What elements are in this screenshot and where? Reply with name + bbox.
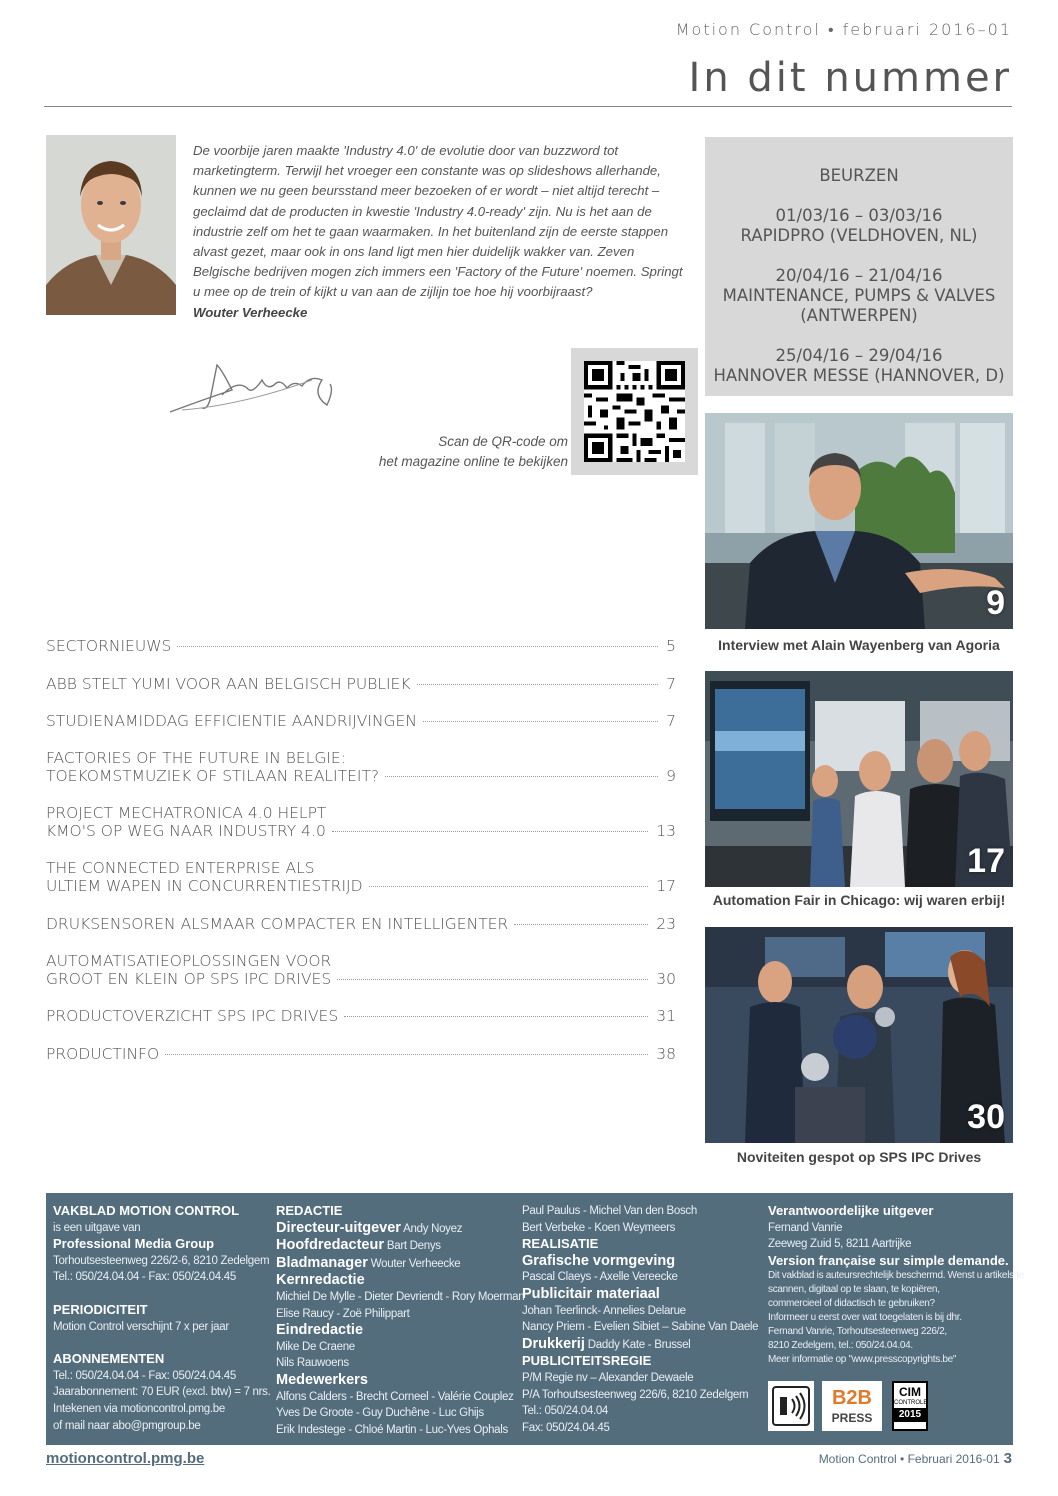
colophon-text: Bert Verbeke - Koen Weymeers [522, 1221, 676, 1234]
editorial-author: Wouter Verheecke [193, 304, 308, 320]
colophon-text: P/A Torhoutsesteenweg 226/6, 8210 Zedelgem [522, 1388, 749, 1401]
colophon-text: Torhoutsesteenweg 226/2-6, 8210 Zedelgem [53, 1254, 270, 1267]
toc-page: 31 [656, 1007, 676, 1025]
colophon-text: is een uitgave van [53, 1221, 141, 1234]
toc-leader [417, 684, 659, 685]
editorial-text: De voorbije jaren maakte 'Industry 4.0' de evolutie door van buzzword tot marketingterm. Terwijl het vroeger een constante was op slideshows allerhande, kunnen we nu geen beursstand meer bezoeken of er wordt – niet altijd terecht – geclaimd dat de producten in kwestie 'Industry 4.0-ready' zijn. Nu is het aan de industrie zelf om het te gaan waarmaken. In het buitenland zijn de eerste stappen alvast gezet, maar ook in ons land ligt men hier duidelijk wakker van. Zeven Belgische bedrijven mogen zich immers een 'Factory of the Future' noemen. Springt u mee op de trein of kijkt u van aan de zijlijn toe hoe hij voorbijraast? [193, 143, 683, 300]
toc-leader [177, 646, 658, 647]
b2b-press-logo [822, 1381, 882, 1431]
colophon-role: Bladmanager [276, 1254, 368, 1271]
toc-title: AUTOMATISATIEOPLOSSINGEN VOOR [46, 952, 332, 970]
fair-dates: 25/04/16 – 29/04/16 [775, 346, 943, 365]
colophon-role: Publicitair materiaal [522, 1285, 660, 1302]
photo-sps-ipc-drives[interactable] [705, 927, 1013, 1143]
fair-name: HANNOVER MESSE (HANNOVER, D) [713, 366, 1005, 385]
toc-title-continued: KMO'S OP WEG NAAR INDUSTRY 4.0 [46, 822, 326, 840]
page-footer [819, 1450, 1012, 1467]
fairs-box [705, 137, 1013, 396]
colophon-text: 8210 Zedelgem, tel.: 050/24.04.04. [768, 1340, 913, 1352]
colophon-role: Drukkerij [522, 1335, 585, 1352]
toc-title: PROJECT MECHATRONICA 4.0 HELPT [46, 804, 327, 822]
fair-item [705, 266, 1013, 326]
page-title: In dit nummer [688, 55, 1012, 101]
cim-logo-year: 2015 [894, 1408, 926, 1422]
page-number: 3 [1003, 1450, 1012, 1467]
toc-entry[interactable] [46, 915, 676, 933]
toc-entry[interactable] [46, 712, 676, 730]
colophon-heading: PUBLICITEITSREGIE [522, 1353, 652, 1369]
toc-title: PRODUCTOVERZICHT SPS IPC DRIVES [46, 1007, 339, 1025]
colophon-text: Nils Rauwoens [276, 1357, 349, 1370]
colophon-col-editorial [276, 1203, 525, 1438]
colophon-col-production [522, 1203, 762, 1436]
colophon-role: Kernredactie [276, 1272, 365, 1289]
colophon-text: Paul Paulus - Michel Van den Bosch [522, 1205, 697, 1217]
header-rule [44, 106, 1012, 107]
fair-dates: 20/04/16 – 21/04/16 [775, 266, 943, 285]
publication-line: Motion Control • februari 2016–01 [675, 20, 1012, 39]
colophon-text: Motion Control verschijnt 7 x per jaar [53, 1320, 229, 1333]
colophon-heading: REDACTIE [276, 1203, 343, 1218]
colophon-col-publisher [53, 1203, 273, 1434]
colophon-text: Daddy Kate - Brussel [587, 1338, 691, 1351]
photo-page-number: 17 [967, 842, 1005, 880]
colophon-text: Informeer u eerst over wat toegelaten is bij dhr. [768, 1312, 962, 1324]
toc-title-continued: GROOT EN KLEIN OP SPS IPC DRIVES [46, 970, 332, 988]
toc-leader [332, 831, 648, 832]
toc-leader [337, 979, 648, 980]
colophon-text: Bart Denys [386, 1240, 441, 1253]
editor-portrait [46, 135, 176, 315]
toc-entry[interactable] [46, 952, 676, 988]
b2b-press-logo-mark: B2B [831, 1387, 872, 1409]
colophon-text: Professional Media Group [53, 1236, 215, 1252]
toc-leader [514, 924, 648, 925]
editorial [193, 141, 683, 323]
colophon-col-responsible [768, 1203, 1025, 1367]
colophon-text: Wouter Verheecke [370, 1257, 461, 1270]
toc-entry[interactable] [46, 637, 676, 655]
colophon-text: Fernand Vanrie [768, 1221, 843, 1234]
photo-interview[interactable] [705, 413, 1013, 629]
colophon-text: Dit vakblad is auteursrechtelijk beschermd. Wenst u artikels te [768, 1270, 1025, 1282]
colophon-text: Tel.: 050/24.04.04 [522, 1405, 609, 1418]
colophon-text: Mike De Craene [276, 1340, 355, 1353]
toc-entry[interactable] [46, 749, 676, 785]
colophon-heading: Version française sur simple demande. [768, 1252, 1009, 1268]
colophon-role: Hoofdredacteur [276, 1237, 384, 1254]
colophon-text: Nancy Priem - Evelien Sibiet – Sabine Van Daele [522, 1321, 759, 1334]
colophon-text: Tel.: 050/24.04.04 - Fax: 050/24.04.45 [53, 1369, 236, 1382]
colophon-text: Erik Indestege - Chloé Martin - Luc-Yves Ophals [276, 1423, 508, 1436]
photo-caption: Interview met Alain Wayenberg van Agoria [718, 637, 1000, 653]
colophon-text: of mail naar abo@pmgroup.be [53, 1419, 201, 1432]
colophon-text: commercieel of didactisch te gebruiken? [768, 1298, 935, 1310]
toc-leader [165, 1054, 648, 1055]
toc-entry[interactable] [46, 859, 676, 895]
colophon-text: Meer informatie op "www.presscopyrights.be" [768, 1354, 957, 1366]
certification-logos [768, 1381, 963, 1433]
colophon-text: Intekenen via motioncontrol.pmg.be [53, 1402, 225, 1415]
toc-title: PRODUCTINFO [46, 1045, 160, 1063]
colophon-heading: PERIODICITEIT [53, 1301, 148, 1317]
colophon-text: Tel.: 050/24.04.04 - Fax: 050/24.04.45 [53, 1271, 236, 1284]
qr-caption-line2: het magazine online te bekijken [378, 454, 568, 469]
photo-caption: Noviteiten gespot op SPS IPC Drives [736, 1149, 982, 1165]
fair-item [705, 346, 1013, 386]
b2b-press-logo-word: PRESS [831, 1411, 873, 1425]
toc-entry[interactable] [46, 675, 676, 693]
qr-caption-line1: Scan de QR-code om [438, 434, 568, 449]
page-footer-label: Motion Control • Februari 2016-01 [818, 1452, 1000, 1466]
colophon-text: Michiel De Mylle - Dieter Devriendt - Rory Moerman [276, 1290, 525, 1303]
photo-page-number: 9 [986, 584, 1005, 622]
toc-page: 17 [656, 877, 676, 895]
toc-title: SECTORNIEUWS [46, 637, 172, 655]
toc-title-continued: TOEKOMSTMUZIEK OF STILAAN REALITEIT? [46, 767, 380, 785]
toc-leader [385, 776, 658, 777]
fair-name: MAINTENANCE, PUMPS & VALVES [722, 286, 996, 305]
colophon-role: Directeur-uitgever [276, 1219, 401, 1236]
qr-code[interactable] [571, 348, 698, 475]
fair-name-continued: (ANTWERPEN) [800, 306, 918, 325]
colophon-heading: ABONNEMENTEN [53, 1351, 165, 1367]
colophon-role: Medewerkers [276, 1371, 368, 1388]
toc-title-continued: ULTIEM WAPEN IN CONCURRENTIESTRIJD [46, 877, 363, 895]
colophon-text: Andy Noyez [403, 1222, 463, 1235]
toc-title: ABB STELT YUMI VOOR AAN BELGISCH PUBLIEK [46, 675, 411, 693]
colophon-text: Johan Teerlinck- Annelies Delarue [522, 1304, 686, 1317]
toc-page: 9 [666, 767, 676, 785]
toc-entry[interactable] [46, 1045, 676, 1063]
colophon-text: Zeeweg Zuid 5, 8211 Aartrijke [768, 1238, 912, 1251]
colophon-text: Fax: 050/24.04.45 [522, 1421, 610, 1434]
toc-leader [344, 1016, 648, 1017]
colophon-text: Elise Raucy - Zoë Philippart [276, 1307, 410, 1320]
colophon-role: Eindredactie [276, 1322, 364, 1339]
colophon [46, 1193, 1025, 1445]
fair-item [705, 206, 1013, 246]
photo-page-number: 30 [967, 1098, 1005, 1136]
photo-automation-fair[interactable] [705, 671, 1013, 887]
colophon-text: Jaarabonnement: 70 EUR (excl. btw) = 7 nrs. [53, 1386, 271, 1399]
fairs-title: BEURZEN [819, 166, 899, 185]
toc-page: 30 [656, 970, 676, 988]
cim-logo-mark: CIM [899, 1385, 921, 1399]
toc-entry[interactable] [46, 804, 676, 840]
fair-dates: 01/03/16 – 03/03/16 [775, 206, 943, 225]
toc-title: THE CONNECTED ENTERPRISE ALS [46, 859, 315, 877]
toc-page: 38 [656, 1045, 676, 1063]
toc-title: STUDIENAMIDDAG EFFICIENTIE AANDRIJVINGEN [46, 712, 417, 730]
colophon-heading: VAKBLAD MOTION CONTROL [53, 1203, 240, 1218]
cim-logo [892, 1381, 928, 1431]
photo-caption: Automation Fair in Chicago: wij waren erbij! [712, 892, 1006, 908]
colophon-text: Fernand Vanrie, Torhoutsesteenweg 226/2, [768, 1326, 947, 1338]
toc-leader [423, 721, 658, 722]
toc-page: 23 [656, 915, 676, 933]
colophon-text: P/M Regie nv – Alexander Dewaele [522, 1371, 694, 1384]
toc-page: 5 [666, 637, 676, 655]
toc-title: FACTORIES OF THE FUTURE IN BELGIE: [46, 749, 346, 767]
website-link[interactable]: motioncontrol.pmg.be [46, 1450, 205, 1467]
colophon-text: scannen, digitaal op te slaan, te kopiëren, [768, 1284, 940, 1296]
fair-name: RAPIDPRO (VELDHOVEN, NL) [740, 226, 978, 245]
colophon-text: Pascal Claeys - Axelle Vereecke [522, 1271, 678, 1284]
toc-entry[interactable] [46, 1007, 676, 1025]
signature [162, 350, 342, 425]
toc-title: DRUKSENSOREN ALSMAAR COMPACTER EN INTELLIGENTER [46, 915, 509, 933]
toc-page: 13 [656, 822, 676, 840]
toc-page: 7 [666, 675, 676, 693]
colophon-text: Alfons Calders - Brecht Corneel - Valérie Couplez [276, 1390, 514, 1403]
qr-caption [308, 432, 568, 472]
nfc-logo [768, 1381, 814, 1431]
colophon-text: Yves De Groote - Guy Duchêne - Luc Ghijs [276, 1407, 484, 1420]
colophon-heading: Verantwoordelijke uitgever [768, 1203, 934, 1218]
cim-logo-word: CONTROLE [894, 1400, 928, 1406]
colophon-heading: REALISATIE [522, 1236, 599, 1252]
toc-leader [369, 886, 649, 887]
colophon-role: Grafische vormgeving [522, 1252, 676, 1269]
toc-page: 7 [666, 712, 676, 730]
